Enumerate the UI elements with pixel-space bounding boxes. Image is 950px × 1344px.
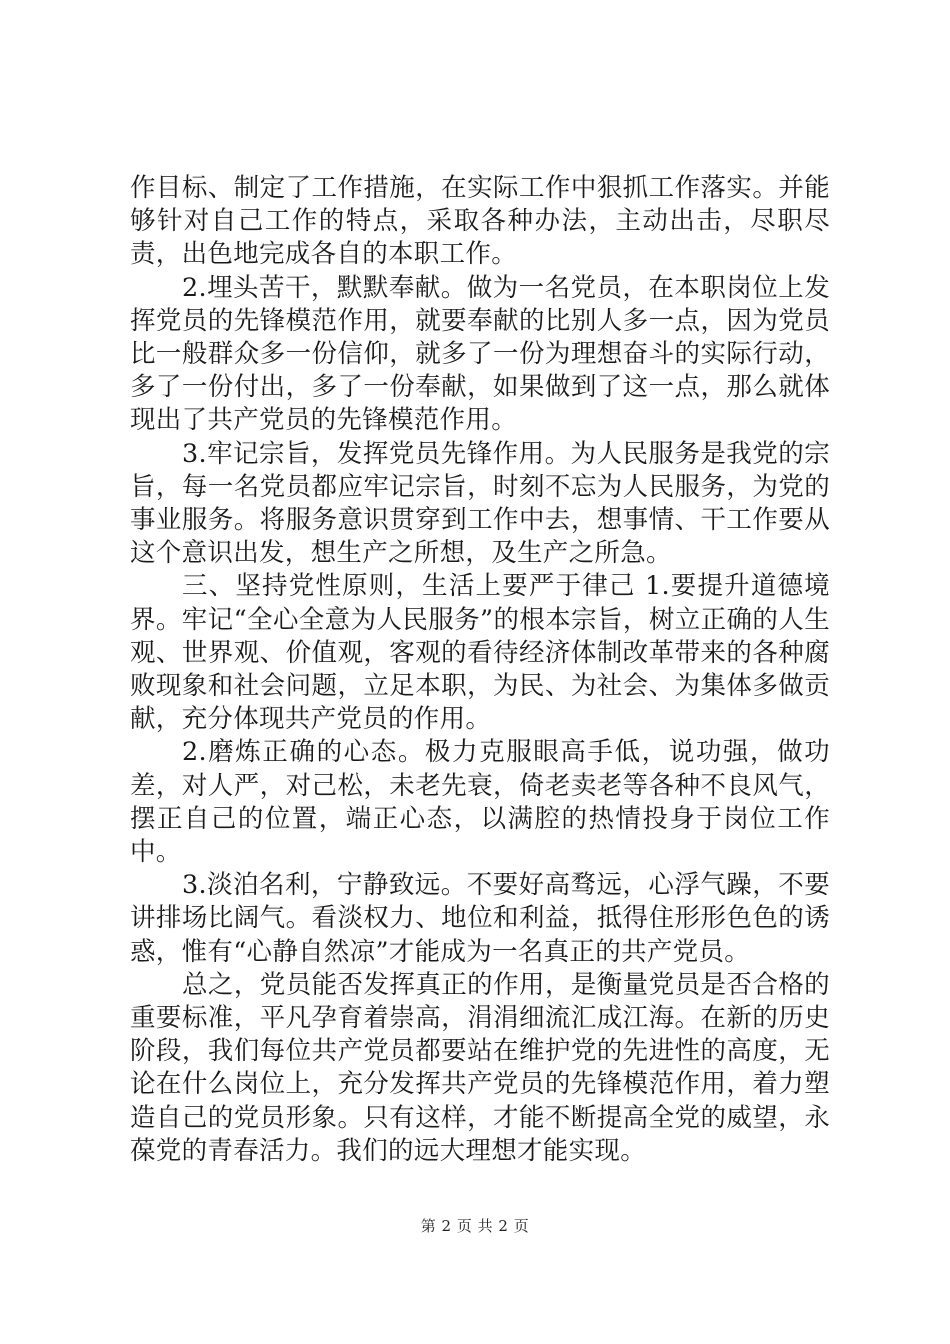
paragraph-2: 2.埋头苦干，默默奉献。做为一名党员，在本职岗位上发挥党员的先锋模范作用，就要奉献的比别人多一点，因为党员比一般群众多一份信仰，就多了一份为理想奋斗的实际行动，多了一份付出，多了一份奉献，如果做到了这一点，那么就体现出了共产党员的先锋模范作用。 (130, 272, 830, 436)
page-footer (0, 1216, 950, 1236)
paragraph-5: 2.磨炼正确的心态。极力克服眼高手低，说功强，做功差，对人严，对己松，未老先衰，倚老卖老等各种不良风气，摆正自己的位置，端正心态，以满腔的热情投身于岗位工作中。 (130, 737, 830, 868)
paragraph-6: 3.淡泊名利，宁静致远。不要好高骛远，心浮气躁，不要讲排场比阔气。看淡权力、地位和利益，抵得住形形色色的诱惑，惟有“心静自然凉”才能成为一名真正的共产党员。 (130, 870, 830, 967)
document-body (130, 172, 830, 1168)
paragraph-1: 作目标、制定了工作措施，在实际工作中狠抓工作落实。并能够针对自己工作的特点，采取各种办法，主动出击，尽职尽责，出色地完成各自的本职工作。 (130, 173, 830, 270)
page-number-label: 第 2 页 共 2 页 (420, 1217, 530, 1235)
paragraph-3: 3.牢记宗旨，发挥党员先锋作用。为人民服务是我党的宗旨，每一名党员都应牢记宗旨，时刻不忘为人民服务，为党的事业服务。将服务意识贯穿到工作中去，想事情、干工作要从这个意识出发，想生产之所想，及生产之所急。 (130, 438, 830, 569)
paragraph-7: 总之，党员能否发挥真正的作用，是衡量党员是否合格的重要标准，平凡孕育着崇高，涓涓细流汇成江海。在新的历史阶段，我们每位共产党员都要站在维护党的先进性的高度，无论在什么岗位上，充分发挥共产党员的先锋模范作用，着力塑造自己的党员形象。只有这样，才能不断提高全党的威望，永葆党的青春活力。我们的远大理想才能实现。 (130, 969, 830, 1166)
paragraph-4: 三、坚持党性原则，生活上要严于律己 1.要提升道德境界。牢记“全心全意为人民服务”的根本宗旨，树立正确的人生观、世界观、价值观，客观的看待经济体制改革带来的各种腐败现象和社会问题，立足本职，为民、为社会、为集体多做贡献，充分体现共产党员的作用。 (130, 571, 830, 735)
